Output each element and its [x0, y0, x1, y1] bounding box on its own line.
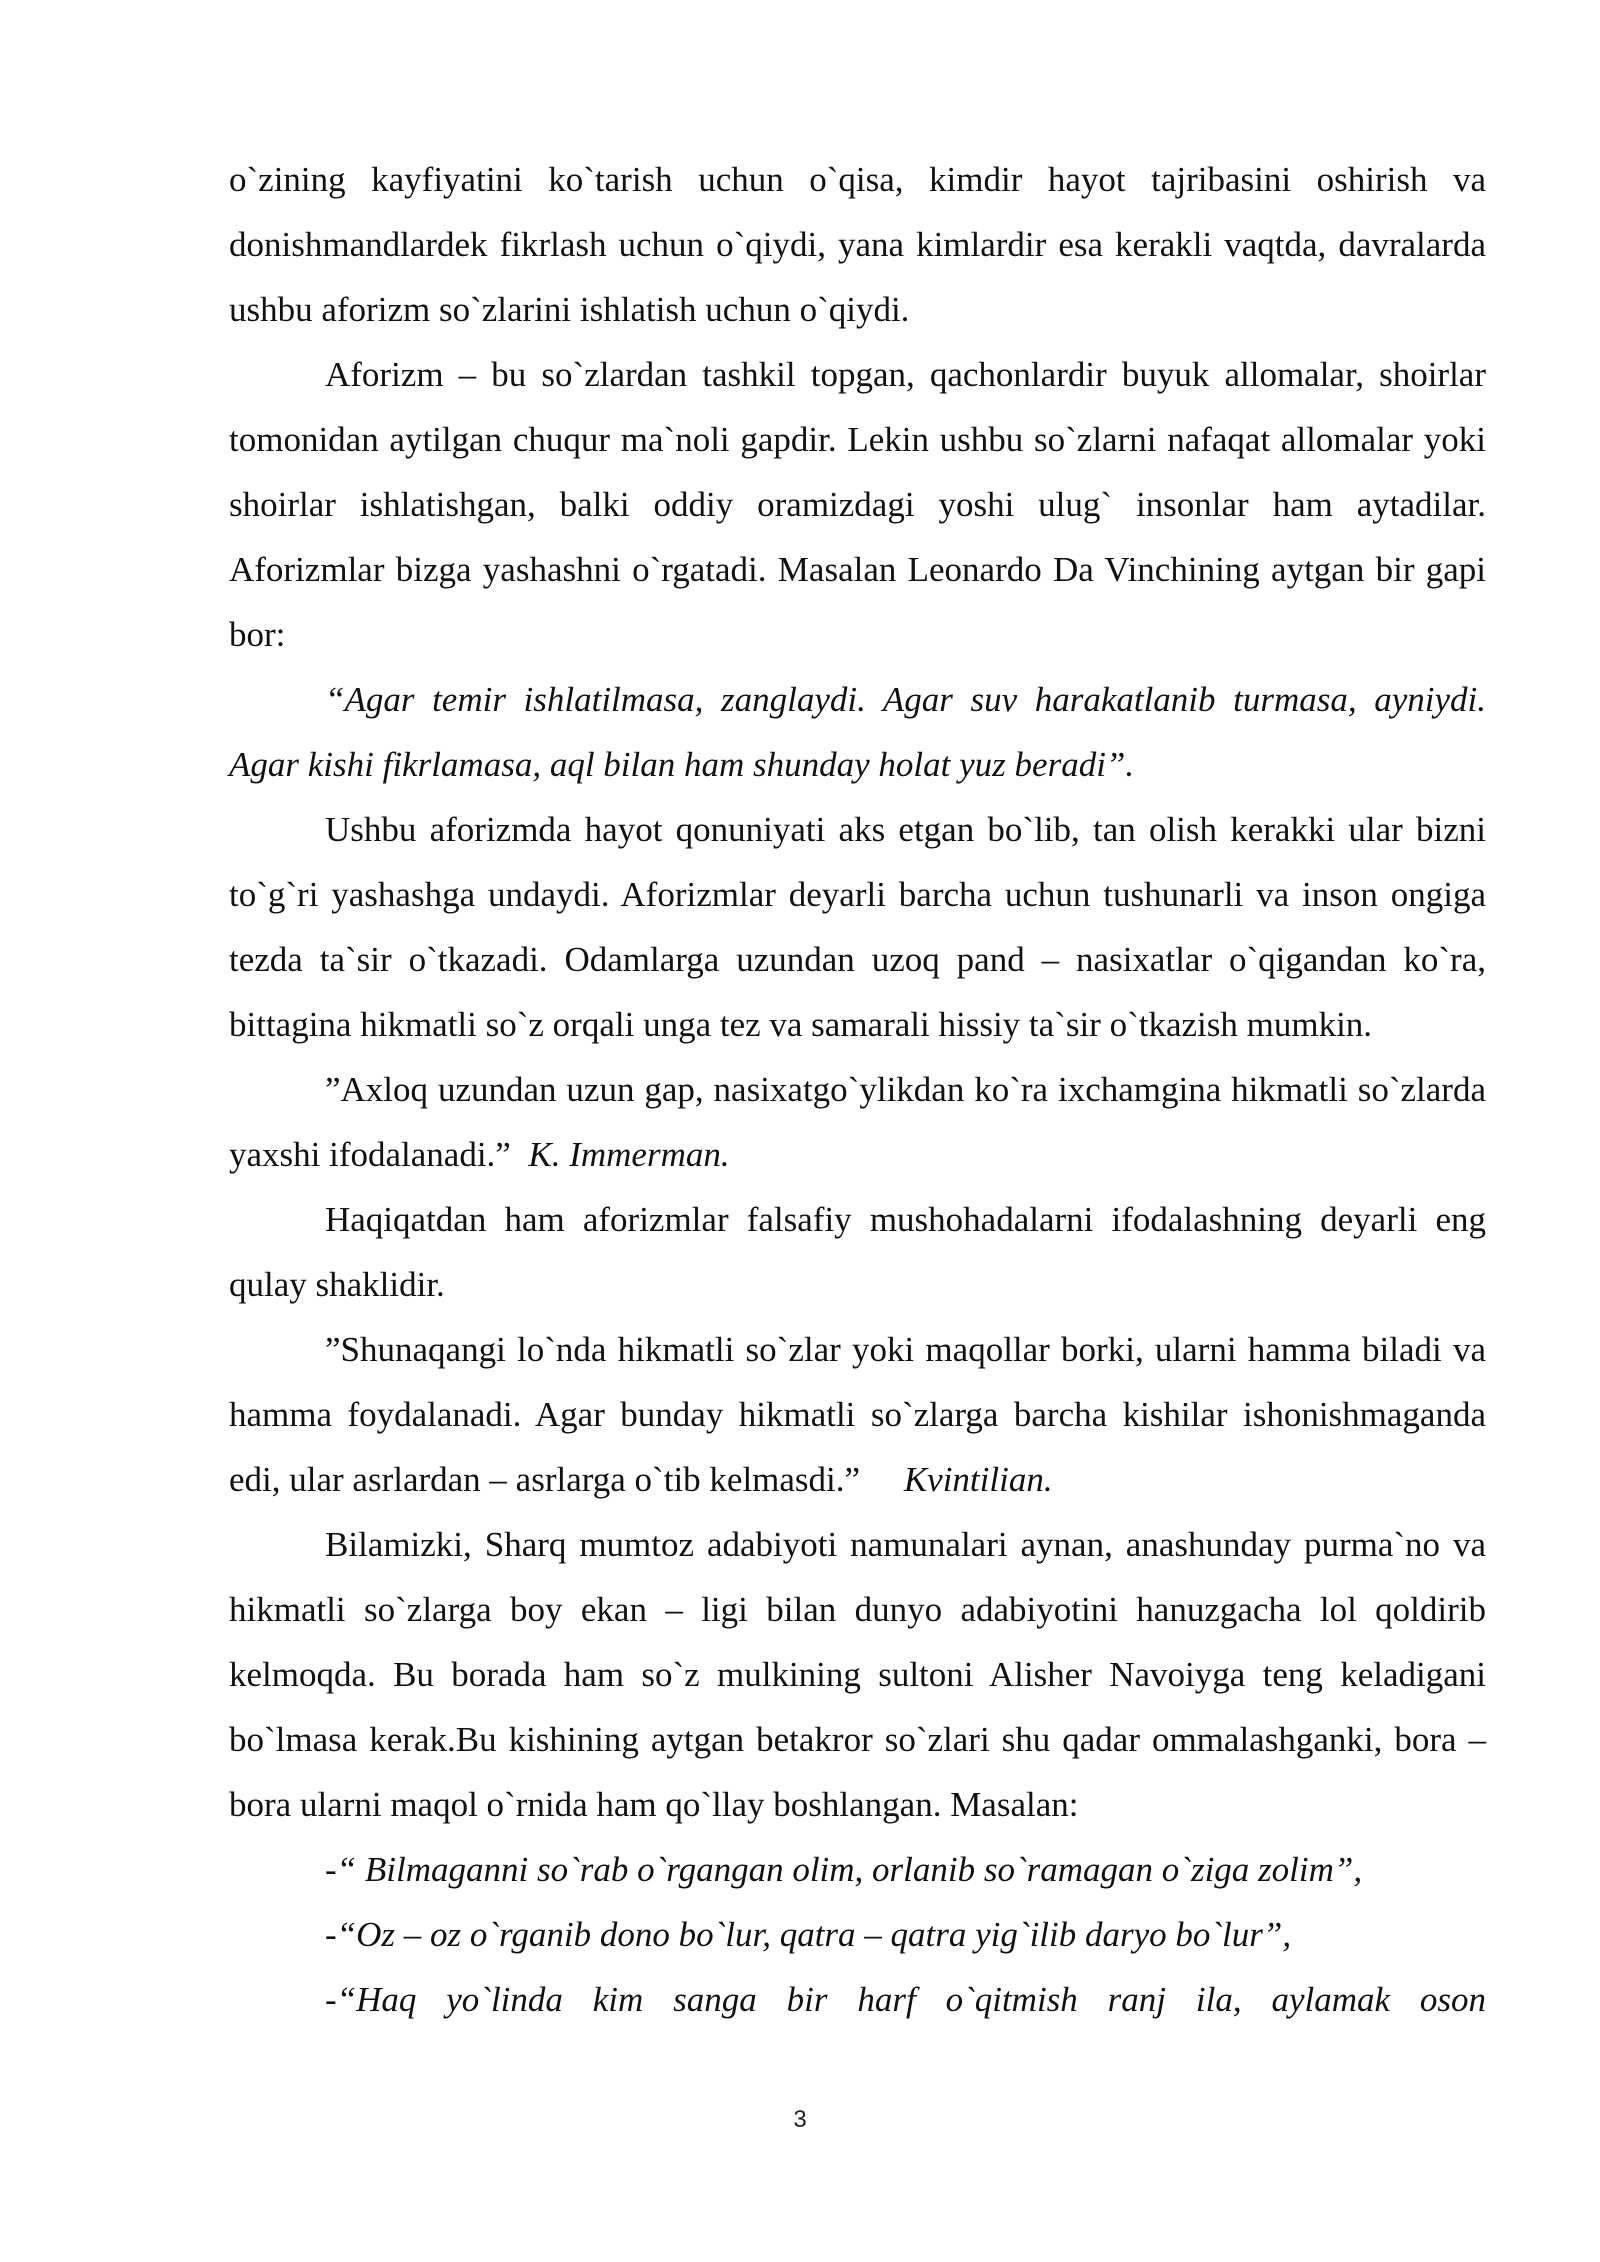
paragraph-4: Haqiqatdan ham aforizmlar falsafiy mushohadalarni ifodalashning deyarli eng qulay shaklidir. — [229, 1200, 1486, 1304]
list-dash-1: - — [325, 1850, 337, 1889]
quote-kvintilian-text: ”Shunaqangi lo`nda hikmatli so`zlar yoki maqollar borki, ularni hamma biladi va hamma foydalanadi. Agar bunday hikmatli so`zlarga barcha kishilar ishonishmaganda edi, ular asrlardan – asrlarga o`tib kelmasdi.” — [229, 1330, 1486, 1499]
document-body — [229, 147, 1486, 2032]
quote-kvintilian — [229, 1317, 1486, 1512]
page-number: 3 — [793, 2106, 807, 2133]
list-item-quote-2 — [229, 1902, 1486, 1967]
list-dash-2: - — [325, 1915, 337, 1954]
list-item-quote-3 — [229, 1967, 1486, 2032]
quote-immerman — [229, 1057, 1486, 1187]
paragraph-3: Ushbu aforizmda hayot qonuniyati aks etgan bo`lib, tan olish kerakki ular bizni to`g`ri yashashga undaydi. Aforizmlar deyarli barcha uchun tushunarli va inson ongiga tezda ta`sir o`tkazadi. Odamlarga uzundan uzoq pand – nasixatlar o`qigandan ko`ra, bittagina hikmatli so`z orqali unga tez va samarali hissiy ta`sir o`tkazish mumkin. — [229, 810, 1486, 1044]
attribution-immerman: K. Immerman. — [528, 1135, 730, 1174]
list-item-quote-2-text: “Oz – oz o`rganib dono bo`lur, qatra – qatra yig`ilib daryo bo`lur”, — [336, 1915, 1292, 1954]
list-item-quote-1-text: “ Bilmaganni so`rab o`rgangan olim, orlanib so`ramagan o`ziga zolim”, — [336, 1850, 1363, 1889]
quote-leonardo: “Agar temir ishlatilmasa, zanglaydi. Agar suv harakatlanib turmasa, ayniydi. Agar kishi fikrlamasa, aql bilan ham shunday holat yuz beradi”. — [229, 680, 1486, 784]
list-item-quote-3-text: “Haq yo`linda kim sanga bir harf o`qitmish ranj ila, aylamak oson — [336, 1980, 1486, 2019]
list-dash-3: - — [325, 1980, 337, 2019]
quote-immerman-text: ”Axloq uzundan uzun gap, nasixatgo`ylikdan ko`ra ixchamgina hikmatli so`zlarda yaxshi ifodalanadi.” — [229, 1070, 1486, 1174]
paragraph-5: Bilamizki, Sharq mumtoz adabiyoti namunalari aynan, anashunday purma`no va hikmatli so`zlarga boy ekan – ligi bilan dunyo adabiyotini hanuzgacha lol qoldirib kelmoqda. Bu borada ham so`z mulkining sultoni Alisher Navoiyga teng keladigani bo`lmasa kerak.Bu kishining aytgan betakror so`zlari shu qadar ommalashganki, bora – bora ularni maqol o`rnida ham qo`llay boshlangan. Masalan: — [229, 1525, 1486, 1824]
paragraph-1: o`zining kayfiyatini ko`tarish uchun o`qisa, kimdir hayot tajribasini oshirish va donishmandlardek fikrlash uchun o`qiydi, yana kimlardir esa kerakli vaqtda, davralarda ushbu aforizm so`zlarini ishlatish uchun o`qiydi. — [229, 160, 1486, 329]
paragraph-2: Aforizm – bu so`zlardan tashkil topgan, qachonlardir buyuk allomalar, shoirlar tomonidan aytilgan chuqur ma`noli gapdir. Lekin ushbu so`zlarni nafaqat allomalar yoki shoirlar ishlatishgan, balki oddiy oramizdagi yoshi ulug` insonlar ham aytadilar. Aforizmlar bizga yashashni o`rgatadi. Masalan Leonardo Da Vinchining aytgan bir gapi bor: — [229, 355, 1486, 654]
list-item-quote-1 — [229, 1837, 1486, 1902]
attribution-kvintilian: Kvintilian. — [903, 1460, 1053, 1499]
